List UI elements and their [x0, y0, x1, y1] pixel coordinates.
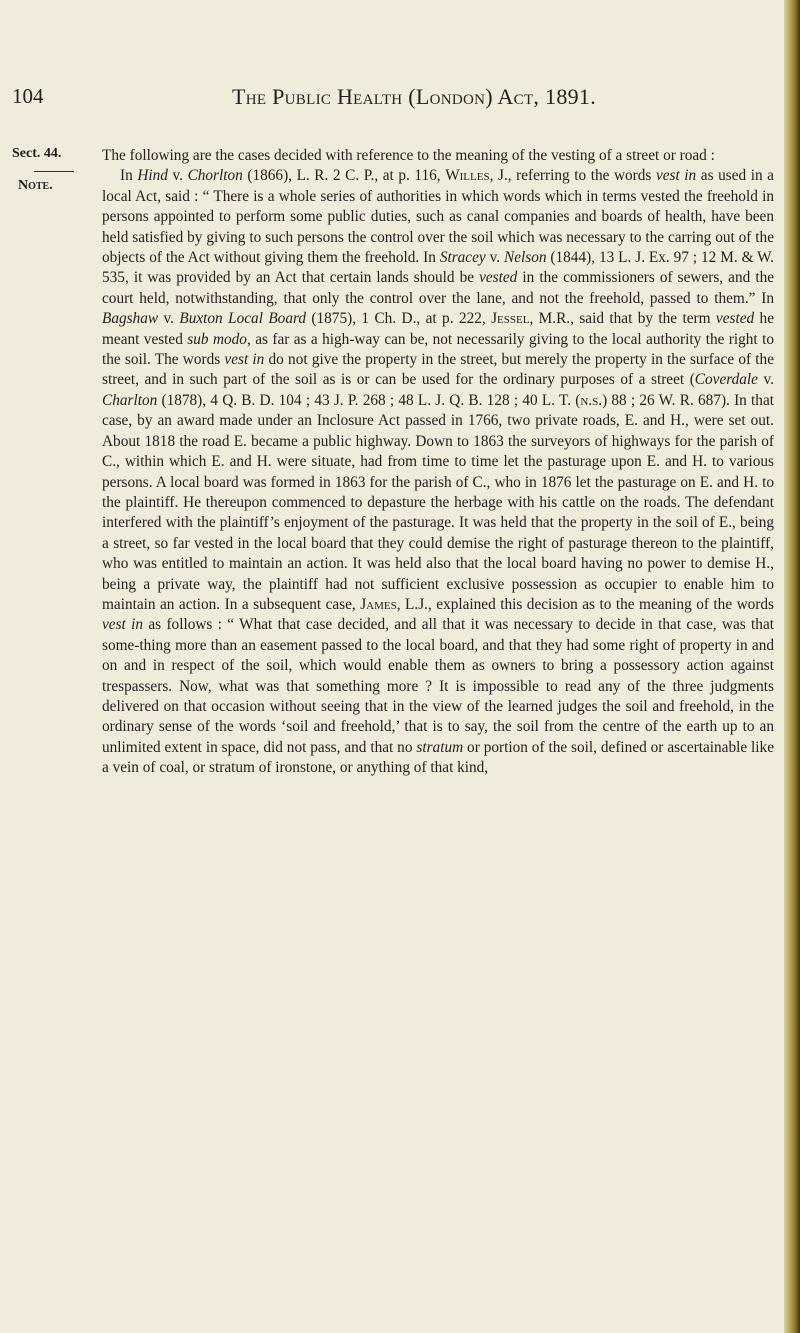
text-run: (1866), L. R. 2 C. P., at p. 116, — [242, 167, 446, 185]
running-header — [0, 84, 800, 114]
case-name: Bagshaw — [102, 310, 159, 328]
text-run: ) 88 ; 26 W. R. 687). In that case, by an award made under an Inclosure Act passed in 1766, two private roads, E. and H., were set out. About 1818 the road E. became a public highway. Down to 1863 the surveyors of highways for the parish of C., within which E. and H. were situate, had from time to time let the pasturage upon E. and H. to various persons. A local board was formed in 1863 for the parish of C., who in 1876 let the pasturage on E. and H. to the plaintiff. He thereupon commenced to depasture the herbage with his cattle on the roads. The defendant interfered with the plaintiff’s enjoyment of the pasturage. It was held that the property in the soil of E., being a street, so far vested in the local board that they could demise the right of pasturage thereon to the plaintiff, who was entitled to maintain an action. It was held also that the local board having no power to demise H., being a private way, the plaintiff had not sufficient exclusive possession as occupier to enable him to maintain an action. In a subsequent case, — [102, 391, 775, 613]
judge-name: James — [360, 595, 397, 613]
margin-rule — [34, 171, 74, 172]
page-edge — [784, 0, 800, 1333]
text-run: he meant vested — [102, 310, 774, 348]
text-run: v. — [167, 167, 188, 185]
case-name: Buxton Local Board — [179, 310, 307, 328]
case-name: Coverdale — [694, 371, 758, 389]
text-run: do not give the property in the street, but merely the property in the surface of the street, and in such part of the soil as is or can be used for the ordinary purposes of a street ( — [102, 351, 774, 389]
quoted-term: vest in — [224, 351, 265, 369]
text-run: as used in a local Act, said : “ There is a whole series of authorities in which words which in terms vested the freehold in persons appointed to perform some public duties, such as canal companies and boards of health, have been held satisfied by giving to such persons the control over the soil which was necessary to the carring out of the objects of the Act without giving them the freehold. In — [102, 167, 774, 267]
body-text — [102, 146, 774, 779]
text-run: or portion of the soil, defined or ascertainable like a vein of coal, or stratum of ironstone, or anything of that kind, — [102, 738, 774, 777]
text-run: , M.R., said that by the term — [529, 310, 716, 328]
text-run: v. — [485, 249, 504, 267]
quoted-term: vested — [479, 269, 518, 287]
case-name: Hind — [137, 167, 168, 185]
intro-paragraph: The following are the cases decided with reference to the meaning of the vesting of a street or road : — [102, 147, 715, 164]
quoted-term: vest in — [102, 616, 144, 634]
text-run: v. — [158, 310, 180, 328]
text-run: (1844), 13 L. J. Ex. 97 ; 12 M. & W. 535, it was provided by an Act that certain lands should be — [102, 249, 774, 287]
case-name: Stracey — [439, 249, 486, 267]
judge-name: Jessel — [491, 310, 530, 328]
note-paragraph — [102, 166, 774, 778]
quoted-term: vest in — [655, 167, 697, 185]
quoted-term: vested — [715, 310, 755, 328]
page-number: 104 — [12, 84, 44, 108]
running-title: The Public Health (London) Act, 1891. — [232, 84, 597, 109]
text-run: , as far as a high-way can be, not necessarily giving to the local authority the right to the soil. The words — [102, 330, 775, 369]
text-run: as follows : “ What that case decided, and all that it was necessary to decide in that case, was that some-thing more than an easement passed to the local board, and that they had some right of property in and on and in respect of the soil, which would enable them as owners to bring a possessory action against trespassers. Now, what was that something more ? It is impossible to read any of the three judgments delivered on that occasion without seeing that in the view of the learned judges the soil and freehold, in the ordinary sense of the words ‘soil and freehold,’ that is to say, the soil from the centre of the earth up to an unlimited extent in space, did not pass, and that no — [102, 616, 774, 756]
section-label: Sect. 44. — [12, 146, 62, 161]
note-label: Note. — [18, 178, 53, 193]
judge-name: Willes — [445, 167, 490, 185]
latin-phrase: sub modo — [187, 330, 247, 348]
text-run: (1878), 4 Q. B. D. 104 ; 43 J. P. 268 ; 48 L. J. Q. B. 128 ; 40 L. T. ( — [157, 391, 581, 409]
case-name: Charlton — [102, 391, 158, 409]
text-run: (1875), 1 Ch. D., at p. 222, — [306, 310, 492, 328]
case-name: Chorlton — [187, 167, 243, 185]
text-run: v. — [757, 371, 774, 389]
latin-term: stratum — [416, 738, 464, 756]
text-run: , J., referring to the words — [489, 167, 656, 185]
text-run: in the commissioners of sewers, and the court held, notwithstanding, that only the control over the lane, and not the freehold, passed to them.” In — [102, 269, 775, 307]
margin-notes — [12, 146, 92, 194]
abbreviation: n.s. — [580, 391, 603, 409]
text-run: , L.J., explained this decision as to the meaning of the words — [396, 595, 774, 613]
text-run: In — [120, 167, 138, 185]
case-name: Nelson — [504, 249, 547, 267]
